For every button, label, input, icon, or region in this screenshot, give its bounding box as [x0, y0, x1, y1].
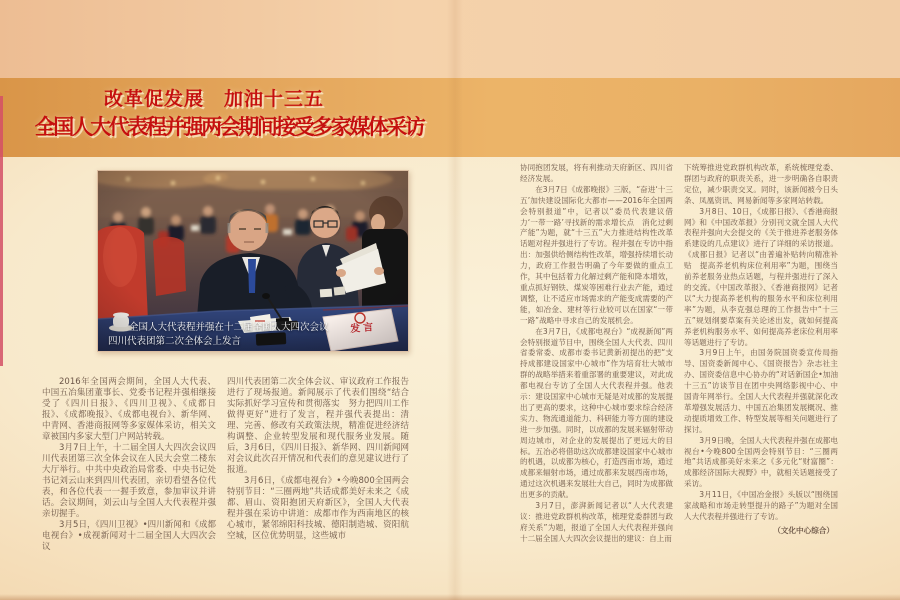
paragraph: 2016年全国两会期间，全国人大代表、中国五冶集团董事长、党委书记程并强相继接受了《四川日报》、《四川卫视》、《成都日报》、《成都晚报》、《成都电视台》、新华网、中青网、香港商报网等多家媒体采访，相关文章被国内多家大型门户网站转载。: [42, 377, 216, 442]
article-byline: （文化中心综合）: [773, 525, 834, 535]
paragraph: 3月9日上午，由国务院国资委宣传局指导、国资委新闻中心、《国资报告》杂志社主办、国资委信息中心协办的“对话新国企•加油十三五”访谈节目在团中央网络影视中心、中国青年网举行。全国人大代表程并强就深化改革增强发展活力、中国五冶集团发展概况、推动提质增效工作、特型发展等相关问题进行了探讨。: [684, 348, 838, 434]
paragraph: 下统筹推进党政群机构改革，系统梳理党委、群团与政府的职责关系，进一步明确各自职责定位，减少职责交叉。同时，该新闻被今日头条、凤凰资讯、网易新闻等多家网站转载。: [684, 163, 838, 205]
left-edge-red-strip: [0, 96, 3, 366]
paragraph: 3月8日、10日，《成都日报》、《香港商报网》和《中国改革报》分别刊文就全国人大代表程并强向大会提交的《关于推进养老服务体系建设的几点建议》进行了详细的采访报道。《成都日报》记者以“由普遍补贴转向精准补贴 提高养老机构床位利用率”为题，围绕当前养老服务业热点话题，与程并强进行了深入的交流。《中国改革报》、《香港商报网》记者以“大力提高养老机构的服务水平和床位利用率”为题，从李克强总理的工作报告中“十三五”规划纲要草案有关论述出发，就如何提高养老机构服务水平、如何提高养老床位利用率等话题进行了专访。: [684, 206, 838, 347]
bottom-edge-shade: [0, 594, 900, 600]
paragraph: 3月7日上午，十二届全国人大四次会议四川代表团第三次全体会议在人民大会堂二楼东大厅举行。中共中央政治局常委、中央书记处书记刘云山来到四川代表团，亲切看望各位代表，和各位代表一一握手致意，参加审议并讲话。会议期间，刘云山与全国人大代表程并强亲切握手。: [42, 443, 216, 519]
paragraph: 在3月7日《成都晚报》三版，“奋进‘十三五’加快建设国际化大都市——2016年全国两会特别报道”中，记者以“委员代表建议借力‘一带一路’寻找新的需求增长点 消化过剩产能”为题，就“十三五”大力推进结构性改革话题对程并强进行了专访。程并强在专访中指出：加强供给侧结构性改革，增强持续增长动力，政府工作报告明确了今年要做的重点工作，其中包括着力化解过剩产能和降本增效，重点抓好钢铁、煤炭等困难行业去产能，通过调整，让不适应市场需求的产能变成需要的产能，如冶金、建材等行业较可以在国家“一带一路”战略中寻求自己的发展机会。: [520, 184, 673, 325]
photo-caption-line1: 全国人大代表程并强在十二届全国人大四次会议: [129, 322, 329, 333]
article-column-4: [684, 163, 838, 537]
article-column-1: [42, 377, 216, 553]
paragraph: 3月5日，《四川卫视》•四川新闻和《成都电视台》•成视新闻对十二届全国人大四次会议: [42, 520, 216, 552]
conference-photo: [97, 170, 409, 352]
photo-caption: [108, 321, 329, 349]
paragraph: 3月7日，澎湃新闻记者以“人大代表建议：推进党政群机构改革，梳理党委群团与政府关系”为题，报道了全国人大代表程并强向十二届全国人大四次会议提出的建议：自上而: [520, 501, 673, 543]
paragraph: 四川代表团第二次全体会议、审议政府工作报告进行了现场报道。新闻展示了代表们围绕“结合实际抓好学习宣传和贯彻落实 努力把四川工作做得更好”进行了发言，程并强代表提出：清理、完善、修改有关政策法规，精准促进经济结构调整、企业转型发展和现代服务业发展。随后，3月6日，《四川日报》、新华网、四川新闻网对会议此次召开情况和代表们的意见建议进行了报道。: [227, 377, 409, 475]
headline-main: 全国人大代表程并强两会期间接受多家媒体采访: [34, 115, 424, 139]
photo-caption-line2: 四川代表团第二次全体会上发言: [108, 336, 242, 347]
headline-kicker: 改革促发展 加油十三五: [103, 88, 324, 110]
article-column-3: [520, 163, 673, 545]
article-headline: [30, 86, 458, 142]
article-column-2: [227, 377, 409, 542]
name-tent-text: 发言: [349, 321, 377, 336]
paragraph: 3月9日晚，全国人大代表程并强在成都电视台•今晚800全国两会特别节目：“三圈两地”共话成都美好未来之《多元化“财富圈”：成都经济国际大视野》中，就相关话题接受了采访。: [684, 435, 838, 489]
paragraph: 3月6日，《成都电视台》•今晚800全国两会特别节目：“三圈两地”共话成都美好未来之《成都、眉山、资阳抱团天府新区》，全国人大代表程并强在采访中讲道：成都市作为西南地区的核心城市，紧邻绵阳科技城、德阳制造城、资阳航空城，区位优势明显，这些城市: [227, 476, 409, 541]
paragraph: 在3月7日，《成都电视台》“成视新闻”两会特别报道节目中，围绕全国人大代表、四川省委常委、成都市委书记黄新初提出的把“支持成都建设国家中心城市”作为培育壮大城市群的战略举措来着重部署的重要建议，对此成都电视台专访了全国人大代表程并强。他表示：建设国家中心城市无疑是对成都的发展提出了更高的要求，这种中心城市要求综合经济实力、物流通道能力、科研能力等方面的建设进一步加强。同时，以成都的发展来辐射带动周边城市，对企业的发展提出了更远大的目标。五冶必将借助这次成都建设国家中心城市的机遇，以成都为核心，打造西南市场，通过成都来辐射市场，通过成都来发展西南市场，通过这次机遇来发展壮大自己，同时为成都做出更多的贡献。: [520, 326, 673, 500]
paragraph: 3月11日，《中国冶金报》头版以“围绕国家战略和市场走转型提升的路子”为题对全国人大代表程并强进行了专访。: [684, 490, 838, 521]
paragraph: 协同抱团发展，将有利推动天府新区、四川省经济发展。: [520, 163, 673, 183]
